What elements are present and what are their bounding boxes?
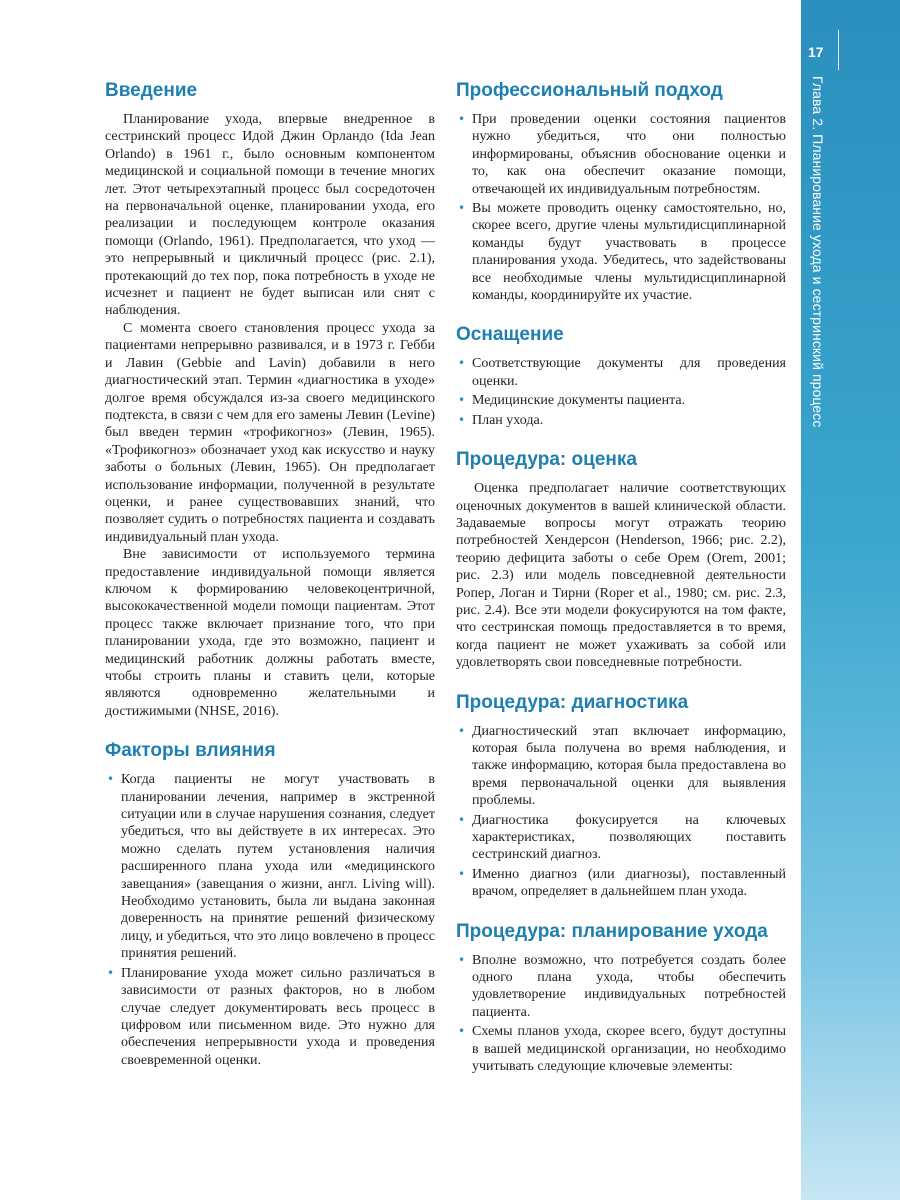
- list-item-text: Диагностический этап включает информацию, которая была получена во время наблюдения, и также информацию, которая была предоставлена во время первоначальной оценки для выявления проблемы.: [472, 723, 786, 809]
- intro-paragraph-1: Планирование ухода, впервые внедренное в сестринский процесс Идой Джин Орландо (Ida Jean Orlando) в 1961 г., было основным компонентом медицинской и социальной помощи в течение многих лет. Этот четырехэтапный процесс был сосредоточен на первоначальной оценке, планировании ухода, его реализации и последующем контроле оказания помощи (Orlando, 1961). Предполагается, что уход — это непрерывный и цикличный процесс (рис. 2.1), протекающий до тех пор, пока потребность в уходе не исчезнет и пациент не будет выписан или снят с наблюдения.: [105, 112, 435, 319]
- planning-list: [456, 952, 786, 1076]
- list-item: [456, 392, 786, 409]
- list-item: [105, 965, 435, 1069]
- list-item: [456, 866, 786, 901]
- bullet-icon: •: [458, 112, 466, 126]
- intro-paragraph-3: Вне зависимости от используемого термина предоставление индивидуальной помощи является ключом к формированию человекоцентричной, высококачественной модели помощи пациентам. Этот процесс также включает признание того, что при планировании ухода, где это возможно, пациент и медицинский работник должны работать вместе, чтобы строить планы и ставить цели, которые являются одновременно желательными и достижимыми (NHSE, 2016).: [105, 547, 435, 719]
- bullet-icon: •: [458, 393, 466, 408]
- section-title-diagnostics: Процедура: диагностика: [456, 691, 689, 713]
- section-title-professional: Профессиональный подход: [456, 80, 723, 101]
- page-number: 17: [808, 44, 824, 60]
- bullet-icon: •: [107, 965, 115, 980]
- section-title-factors: Факторы влияния: [105, 740, 276, 762]
- list-item: [456, 111, 786, 198]
- list-item: [456, 812, 786, 864]
- section-equipment: [456, 324, 786, 429]
- list-item: [456, 355, 786, 390]
- section-planning: [456, 921, 786, 1076]
- list-item-text: Соответствующие документы для проведения оценки.: [472, 356, 786, 389]
- section-title-intro: Введение: [105, 80, 198, 101]
- list-item-text: Вы можете проводить оценку самостоятельно, но, скорее всего, другие члены мультидисциплинарной команды будут участвовать в процессе планирования ухода. Убедитесь, что задействованы все необходимые члены мультидисциплинарной команды, координируйте их участие.: [472, 201, 786, 304]
- list-item-text: Именно диагноз (или диагнозы), поставленный врачом, определяет в дальнейшем план ухода.: [472, 866, 786, 900]
- section-title-assessment: Процедура: оценка: [456, 449, 637, 471]
- list-item: [456, 1023, 786, 1075]
- bullet-icon: •: [458, 412, 466, 427]
- left-column: [105, 80, 435, 1089]
- bullet-icon: •: [458, 866, 466, 881]
- list-item: [456, 723, 786, 810]
- list-item: [105, 771, 435, 962]
- assessment-paragraph: Оценка предполагает наличие соответствующих оценочных документов в вашей клинической области. Задаваемые вопросы могут отражать теорию потребностей Хендерсон (Henderson, 1966; рис. 2.2), теорию дефицита заботы о себе Орем (Orem, 2001; рис. 2.3) или модель повседневной деятельности Ропер, Логан и Тирни (Roper et al., 1980; см. рис. 2.3, рис. 2.4). Все эти модели фокусируются на том факте, что сестринская помощь предоставляется в то время, когда пациент не может ухаживать за собой или удовлетворять свои повседневные потребности.: [456, 481, 786, 671]
- diagnostics-list: [456, 723, 786, 901]
- list-item-text: Медицинские документы пациента.: [472, 393, 686, 409]
- equipment-list: [456, 355, 786, 429]
- list-item-text: Диагностика фокусируется на ключевых характеристиках, позволяющих поставить сестринский диагноз.: [472, 812, 786, 863]
- bullet-icon: •: [458, 356, 466, 371]
- page-number-divider: [838, 30, 839, 70]
- section-intro: [105, 80, 435, 720]
- bullet-icon: •: [458, 952, 466, 967]
- list-item-text: При проведении оценки состояния пациентов нужно убедиться, что они полностью информированы, объяснив обоснование оценки и то, как она обеспечит оказание помощи, отвечающей их индивидуальным потребностям.: [472, 112, 786, 197]
- bullet-icon: •: [458, 1024, 466, 1039]
- bullet-icon: •: [458, 723, 466, 738]
- section-factors: [105, 740, 435, 1069]
- bullet-icon: •: [107, 772, 115, 787]
- running-head: Глава 2. Планирование ухода и сестринский процесс: [810, 76, 826, 428]
- bullet-icon: •: [458, 201, 466, 216]
- section-professional: [456, 80, 786, 304]
- section-title-planning: Процедура: планирование ухода: [456, 920, 768, 942]
- right-column: [456, 80, 786, 1095]
- section-title-equipment: Оснащение: [456, 324, 564, 346]
- list-item-text: Схемы планов ухода, скорее всего, будут доступны в вашей медицинской организации, но необходимо учитывать следующие ключевые элементы:: [472, 1024, 786, 1075]
- section-diagnostics: [456, 692, 786, 901]
- professional-list: [456, 111, 786, 304]
- factors-list: [105, 771, 435, 1069]
- list-item-text: Когда пациенты не могут участвовать в планировании лечения, например в экстренной ситуации или в случае нарушения сознания, следует убедиться, что вы действуете в их интересах. Это можно сделать путем установления наличия расширенного плана ухода или «медицинского завещания» (завещания о жизни, англ. Living will). Необходимо установить, была ли выдана законная доверенность на принятие решений физическому лицу, и убедиться, что это лицо вовлечено в процесс принятия решений.: [121, 772, 435, 962]
- list-item: [456, 200, 786, 304]
- list-item-text: Планирование ухода может сильно различаться в зависимости от разных факторов, но в любом случае следует документировать весь процесс в цифровом или письменном виде. Это нужно для обеспечения непрерывности ухода и проведения своевременной оценки.: [121, 965, 435, 1068]
- list-item-text: Вполне возможно, что потребуется создать более одного плана ухода, чтобы обеспечить удовлетворение индивидуальных потребностей пациента.: [472, 952, 786, 1020]
- section-assessment: [456, 449, 786, 671]
- intro-paragraph-2: С момента своего становления процесс ухода за пациентами непрерывно развивался, и в 1973 г. Гебби и Лавин (Gebbie and Lavin) добавили в него диагностический этап. Термин «диагностика в уходе» долгое время обсуждался из-за своего медицинского подтекста, в связи с чем для его замены Левин (Levine) был введен термин «трофикогноз» (Левин, 1965). «Трофикогноз» обозначает уход как искусство и науку заботы о больных (Левин, 1965). Он предполагает использование информации, полученной в результате оценки, и ранее существовавших знаний, что позволяет судить о потребностях пациента и создавать индивидуальный план ухода.: [105, 320, 435, 545]
- bullet-icon: •: [458, 812, 466, 827]
- list-item: [456, 952, 786, 1022]
- list-item-text: План ухода.: [472, 412, 544, 428]
- list-item: [456, 412, 786, 429]
